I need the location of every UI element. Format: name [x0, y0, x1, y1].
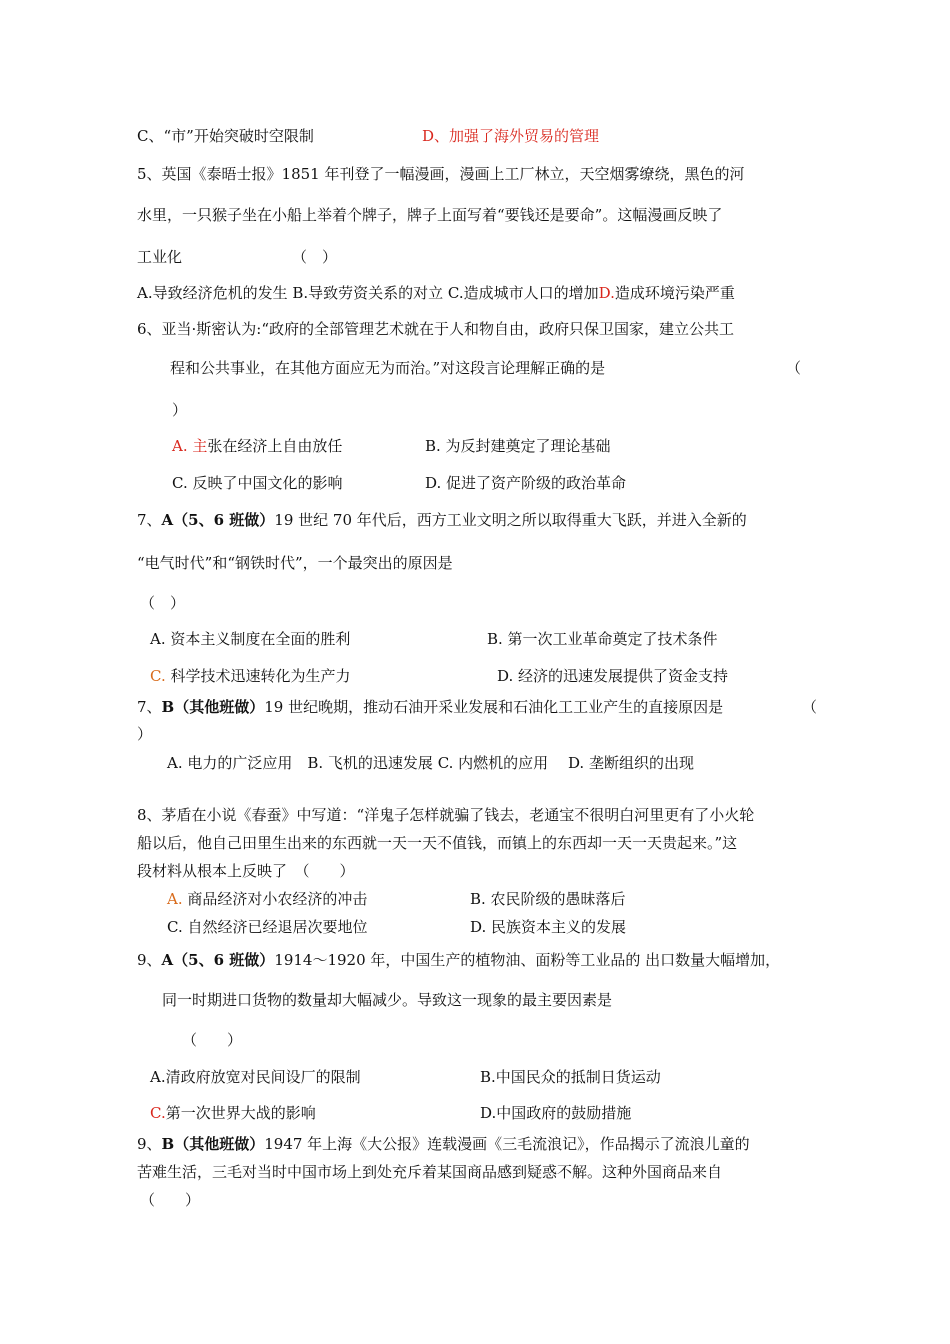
- q7b-number: 7、: [137, 698, 162, 716]
- q4-option-c: C、“市”开始突破时空限制: [137, 127, 314, 145]
- q9a-stem-text: 1914～1920 年，中国生产的植物油、面粉等工业品的 出口数量大幅增加，: [274, 951, 781, 969]
- q6-option-b: B. 为反封建奠定了理论基础: [425, 437, 611, 455]
- q9a-class-tag: A（5、6 班做）: [161, 951, 275, 969]
- q6-option-d: D. 促进了资产阶级的政治革命: [425, 474, 627, 492]
- q9a-option-a: A.清政府放宽对民间设厂的限制: [150, 1068, 361, 1086]
- q7a-option-a: A. 资本主义制度在全面的胜利: [150, 630, 351, 648]
- q7b-paren-open: （: [802, 698, 818, 716]
- q9a-option-b: B.中国民众的抵制日货运动: [480, 1068, 661, 1086]
- q7a-number: 7、: [137, 511, 162, 529]
- q5-stem-line2: 水里，一只猴子坐在小船上举着个牌子，牌子上面写着“要钱还是要命”。这幅漫画反映了: [137, 206, 723, 224]
- q7b-stem-text: 19 世纪晚期，推动石油开采业发展和石油化工工业产生的直接原因是: [264, 698, 724, 716]
- q6-stem-line1: 6、亚当·斯密认为:“政府的全部管理艺术就在于人和物自由，政府只保卫国家，建立公共工: [137, 320, 735, 338]
- q7a-option-b: B. 第一次工业革命奠定了技术条件: [487, 630, 718, 648]
- q5-stem-line1: 5、英国《泰晤士报》1851 年刊登了一幅漫画，漫画上工厂林立，天空烟雾缭绕，黑色的河: [137, 165, 745, 183]
- q7a-answer-paren: （ ）: [140, 594, 186, 612]
- q7b-stem-line1: [137, 697, 723, 717]
- q8-option-a-letter: A.: [167, 890, 183, 908]
- q9b-stem-text: 1947 年上海《大公报》连载漫画《三毛流浪记》，作品揭示了流浪儿童的: [264, 1135, 750, 1153]
- q9b-stem-line2: 苦难生活，三毛对当时中国市场上到处充斥着某国商品感到疑惑不解。这种外国商品来自: [137, 1163, 723, 1181]
- q9a-stem-line2: 同一时期进口货物的数量却大幅减少。导致这一现象的最主要因素是: [162, 991, 613, 1009]
- q8-option-a: [167, 889, 367, 909]
- q5-options: [137, 283, 735, 303]
- q6-option-a: [172, 436, 342, 456]
- q7a-option-c-letter: C.: [150, 667, 166, 685]
- q6-paren-close: ）: [172, 401, 188, 419]
- q5-options-abc: A.导致经济危机的发生 B.导致劳资关系的对立 C.造成城市人口的增加: [137, 284, 599, 302]
- q9a-option-c-letter: C.: [150, 1104, 166, 1122]
- q6-option-a-text: 张在经济上自由放任: [207, 437, 343, 455]
- q6-option-c: C. 反映了中国文化的影响: [172, 474, 343, 492]
- q9a-option-c-text: 第一次世界大战的影响: [165, 1104, 316, 1122]
- q4-option-d: D、加强了海外贸易的管理: [422, 127, 600, 145]
- q5-answer-paren: （ ）: [292, 248, 338, 266]
- q5-stem-line3: 工业化: [137, 248, 183, 266]
- q8-option-c: C. 自然经济已经退居次要地位: [167, 918, 368, 936]
- q9a-option-d: D.中国政府的鼓励措施: [480, 1104, 632, 1122]
- q6-paren-open: （: [786, 359, 802, 377]
- q8-stem-line3: 段材料从根本上反映了 （ ）: [137, 862, 355, 880]
- q9a-option-c: [150, 1103, 316, 1123]
- q5-option-d-text: 造成环境污染严重: [614, 284, 735, 302]
- q9b-number: 9、: [137, 1135, 162, 1153]
- q9b-class-tag: B（其他班做）: [161, 1135, 265, 1153]
- q7a-stem-line1: [137, 510, 747, 530]
- q9a-stem-line1: [137, 950, 780, 970]
- q8-option-a-text: 商品经济对小农经济的冲击: [187, 890, 368, 908]
- q7b-class-tag: B（其他班做）: [161, 698, 265, 716]
- q9a-answer-paren: （ ）: [182, 1031, 243, 1049]
- q6-stem-line2: 程和公共事业，在其他方面应无为而治。”对这段言论理解正确的是: [170, 359, 606, 377]
- q8-stem-line1: 8、茅盾在小说《春蚕》中写道：“洋鬼子怎样就骗了钱去，老通宝不很明白河里更有了小火轮: [137, 806, 755, 824]
- q9a-number: 9、: [137, 951, 162, 969]
- q7b-options: A. 电力的广泛应用 B. 飞机的迅速发展 C. 内燃机的应用 D. 垄断组织的出现: [167, 754, 694, 772]
- q7a-option-c-text: 科学技术迅速转化为生产力: [170, 667, 351, 685]
- q7a-stem-line2: “电气时代”和“钢铁时代”，一个最突出的原因是: [137, 554, 453, 572]
- q8-option-b: B. 农民阶级的愚昧落后: [470, 890, 626, 908]
- q7a-option-c: [150, 666, 351, 686]
- q7a-stem-text: 19 世纪 70 年代后，西方工业文明之所以取得重大飞跃，并进入全新的: [274, 511, 747, 529]
- q7a-class-tag: A（5、6 班做）: [161, 511, 275, 529]
- q7a-option-d: D. 经济的迅速发展提供了资金支持: [497, 667, 729, 685]
- q9b-answer-paren: （ ）: [140, 1191, 201, 1209]
- q7b-paren-close: ）: [137, 725, 153, 743]
- q8-option-d: D. 民族资本主义的发展: [470, 918, 627, 936]
- q9b-stem-line1: [137, 1134, 750, 1154]
- q5-option-d-letter: D.: [598, 284, 615, 302]
- q6-option-a-marker: A. 主: [172, 437, 208, 455]
- q8-stem-line2: 船以后，他自己田里生出来的东西就一天一天不值钱，而镇上的东西却一天一天贵起来。”这: [137, 834, 738, 852]
